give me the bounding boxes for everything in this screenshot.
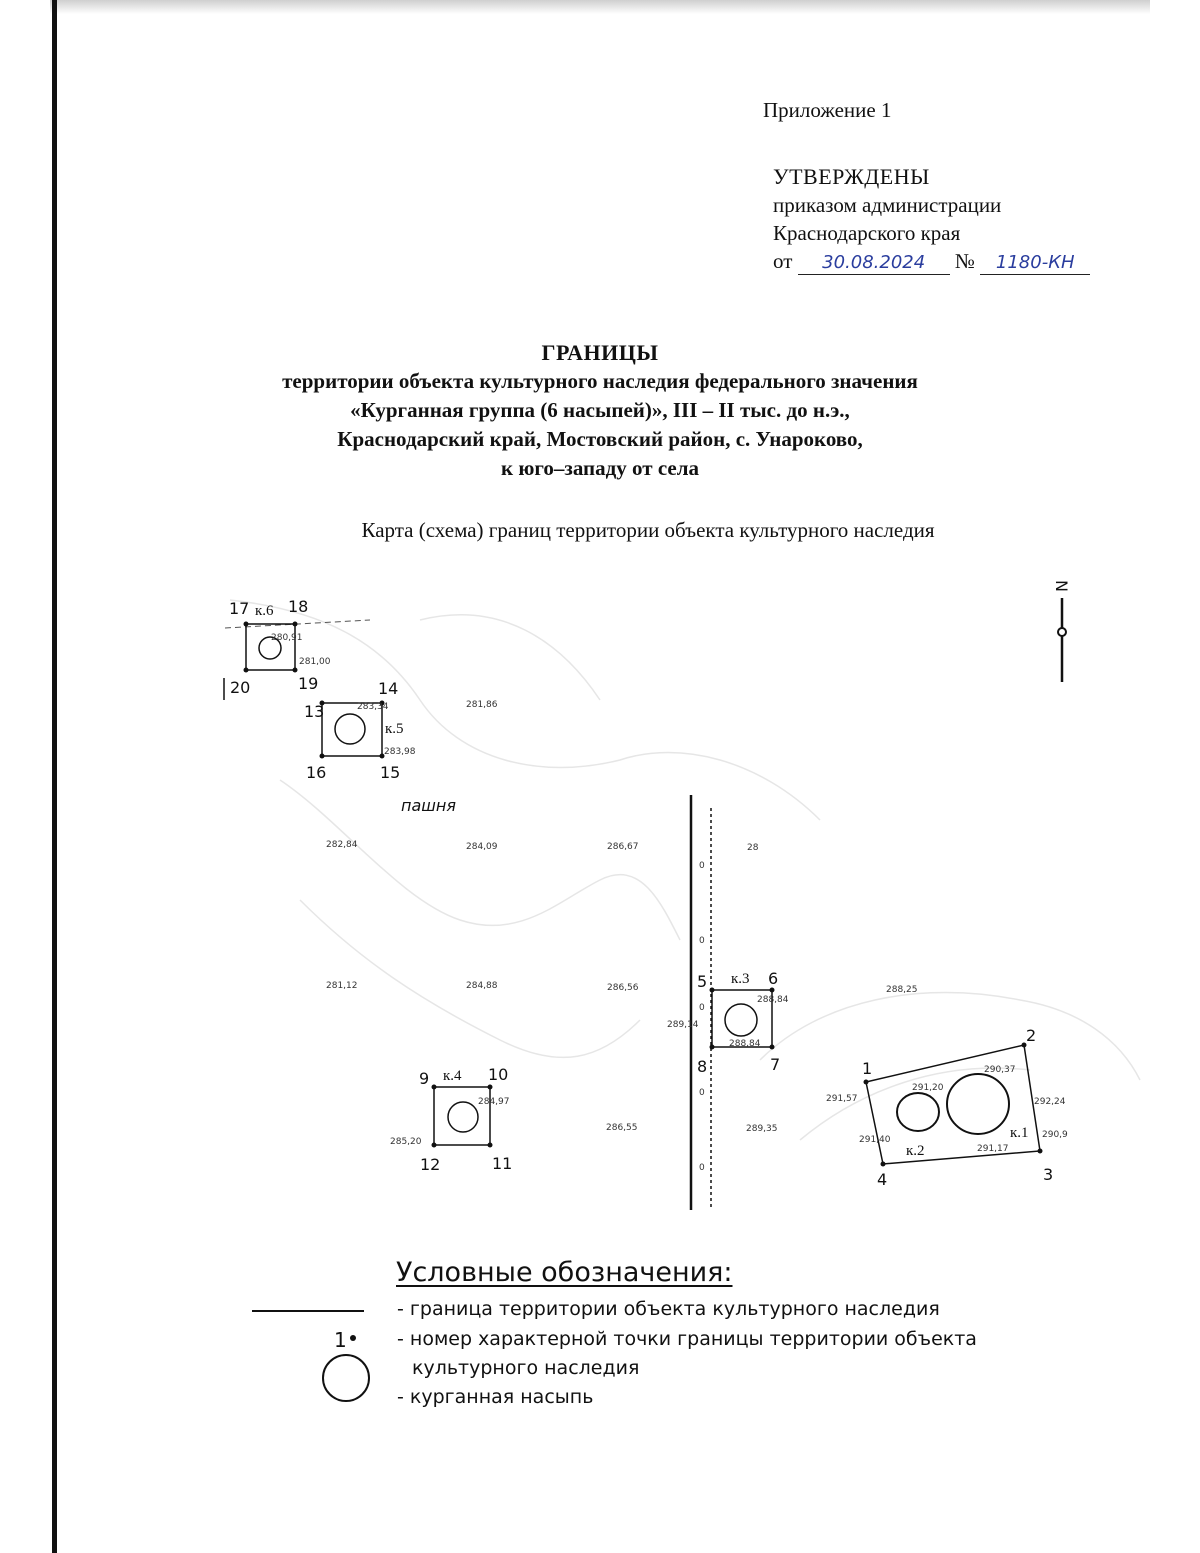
point-19: 19 — [298, 674, 319, 693]
field-label: пашня — [401, 796, 456, 815]
point-7: 7 — [770, 1055, 781, 1074]
elevation: 281,00 — [299, 657, 331, 667]
order-number: 1180-КН — [995, 252, 1075, 273]
boundary-k4 — [434, 1087, 490, 1145]
elevation: 286,56 — [607, 983, 639, 993]
elevation: 280,91 — [271, 633, 303, 643]
number-label: № — [954, 249, 975, 273]
mound-k4-area — [390, 1065, 512, 1174]
boundary-k6 — [246, 624, 295, 670]
elevation: 284,88 — [466, 981, 498, 991]
legend-point-number: 1 — [334, 1328, 347, 1352]
svg-text:0: 0 — [699, 861, 705, 871]
north-label: N — [1052, 580, 1071, 592]
elevation: 290,37 — [984, 1065, 1016, 1075]
mound-label-k3: к.3 — [731, 971, 750, 987]
point-3: 3 — [1043, 1165, 1054, 1184]
elevation: 288,84 — [757, 995, 789, 1005]
point-12: 12 — [420, 1155, 441, 1174]
point-20: 20 — [230, 678, 251, 697]
point-16: 16 — [306, 763, 327, 782]
elevation: 284,97 — [478, 1097, 510, 1107]
mound-label-k2: к.2 — [906, 1143, 925, 1159]
legend-point-text-1: - номер характерной точки границы территории объекта — [397, 1328, 977, 1350]
elevation: 291,20 — [912, 1083, 944, 1093]
north-arrow — [1052, 580, 1071, 682]
elevation: 281,86 — [466, 700, 498, 710]
point-1: 1 — [862, 1059, 873, 1078]
mound-label-k4: к.4 — [443, 1068, 462, 1084]
svg-text:0: 0 — [699, 936, 705, 946]
elevation: 286,55 — [606, 1123, 638, 1133]
point-11: 11 — [492, 1154, 513, 1173]
point-14: 14 — [378, 679, 399, 698]
mound-k1-k2-area — [826, 1026, 1068, 1189]
approved-label: УТВЕРЖДЕНЫ — [773, 164, 930, 189]
elevation: 28 — [747, 843, 759, 853]
elevation: 290,9 — [1042, 1130, 1068, 1140]
legend-point-text-2: культурного наследия — [412, 1357, 640, 1379]
mound-k3 — [725, 1004, 757, 1036]
elevation: 291,17 — [977, 1144, 1009, 1154]
svg-text:0: 0 — [699, 1163, 705, 1173]
approval-line-2: Краснодарского края — [773, 221, 961, 245]
legend-boundary-line — [252, 1310, 364, 1312]
mound-k2 — [897, 1093, 939, 1131]
elevation: 282,84 — [326, 840, 358, 850]
legend-mound-circle-icon — [322, 1354, 370, 1402]
point-15: 15 — [380, 763, 401, 782]
mound-label-k1: к.1 — [1010, 1125, 1029, 1141]
point-18: 18 — [288, 597, 309, 616]
svg-text:0: 0 — [699, 1088, 705, 1098]
legend-mound-text: - курганная насыпь — [397, 1386, 594, 1408]
map-subtitle: Карта (схема) границ территории объекта культурного наследия — [361, 518, 935, 542]
elevation: 284,09 — [466, 842, 498, 852]
point-4: 4 — [877, 1170, 888, 1189]
legend-title: Условные обозначения: — [396, 1257, 733, 1288]
elevation: 289,35 — [746, 1124, 778, 1134]
point-2: 2 — [1026, 1026, 1037, 1045]
point-13: 13 — [304, 702, 325, 721]
svg-text:0: 0 — [699, 1003, 705, 1013]
point-dot-icon — [350, 1335, 356, 1341]
heading-line-2: территории объекта культурного наследия федерального значения — [282, 369, 918, 393]
mound-label-k5: к.5 — [385, 721, 404, 737]
elevation: 289,14 — [667, 1020, 699, 1030]
point-6: 6 — [768, 969, 779, 988]
elevation: 291,40 — [859, 1135, 891, 1145]
point-10: 10 — [488, 1065, 509, 1084]
road — [691, 795, 711, 1210]
point-8: 8 — [697, 1057, 708, 1076]
elevation: 285,20 — [390, 1137, 422, 1147]
legend-boundary-text: - граница территории объекта культурного наследия — [397, 1298, 940, 1320]
elevation: 291,57 — [826, 1094, 858, 1104]
heading-line-4: Краснодарский край, Мостовский район, с. Унароково, — [337, 427, 863, 451]
point-9: 9 — [419, 1069, 430, 1088]
elevation: 281,12 — [326, 981, 358, 991]
appendix-label: Приложение 1 — [763, 98, 892, 122]
elevation: 283,98 — [384, 747, 416, 757]
point-5: 5 — [697, 972, 708, 991]
elevation: 288,25 — [886, 985, 918, 995]
heading-line-3: «Курганная группа (6 насыпей)», III – II тыс. до н.э., — [350, 398, 850, 422]
heading-line-1: ГРАНИЦЫ — [541, 340, 659, 365]
approval-line-1: приказом администрации — [773, 193, 1002, 217]
heading-line-5: к юго–западу от села — [500, 456, 699, 480]
legend-point-symbol — [334, 1328, 356, 1352]
mound-k3-area — [667, 969, 918, 1076]
elevation: 288,84 — [729, 1039, 761, 1049]
mound-k4 — [448, 1102, 478, 1132]
mound-k6-area — [224, 597, 370, 700]
mound-k5-area — [304, 679, 498, 782]
elevation: 283,34 — [357, 702, 389, 712]
boundary-k1-k2 — [866, 1045, 1040, 1164]
contour-lines — [230, 600, 1140, 1140]
mound-k1 — [947, 1074, 1009, 1134]
elevation: 286,67 — [607, 842, 639, 852]
elevation: 292,24 — [1034, 1097, 1066, 1107]
from-label: от — [773, 249, 793, 273]
point-17: 17 — [229, 599, 250, 618]
mound-label-k6: к.6 — [255, 603, 274, 619]
mound-k5 — [335, 714, 365, 744]
order-date: 30.08.2024 — [822, 252, 926, 273]
